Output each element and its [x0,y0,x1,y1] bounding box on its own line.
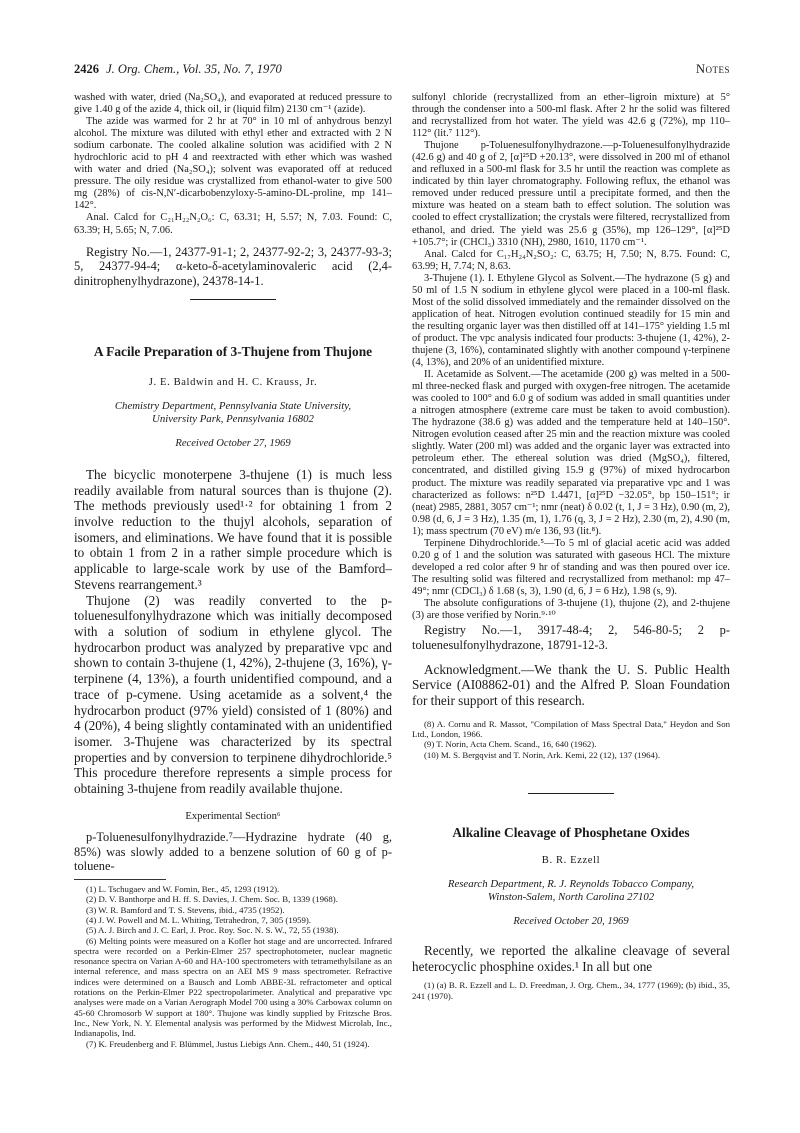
terpinene-paragraph: Terpinene Dihydrochloride.⁵—To 5 ml of glacial acetic acid was added 0.20 g of 1 and the solution was saturated with gaseous HCl. The mixture developed a red color after 9 hr of standing and was then poured over ice. The resulting solid was filtered and recrystallized from methanol: mp 47–49°; nmr (CDCl₃) δ 1.68 (s, 3), 1.90 (d, 6, J = 6 Hz), 1.98 (s, 9). [412,537,730,597]
article-title: A Facile Preparation of 3-Thujene from Thujone [93,343,373,359]
affiliation-line-2: University Park, Pennsylvania 16802 [152,412,314,425]
footnote: (4) J. W. Powell and M. L. Whiting, Tetrahedron, 7, 305 (1959). [86,915,312,925]
analysis-paragraph: Anal. Calcd for C₁₇H₂₄N₂SO₂: C, 63.75; H, 7.50; N, 8.75. Found: C, 63.99; H, 7.74; N, 8.63. [412,248,730,272]
page-number: 2426 [74,62,99,76]
journal-citation: J. Org. Chem., Vol. 35, No. 7, 1970 [106,62,282,76]
intro-paragraph-2: Thujone (2) was readily converted to the p-toluenesulfonylhydrazone which was initially decomposed with a solution of sodium in ethylene glycol. The hydrocarbon product was analyzed by preparative vpc and shown to contain 3-thujene (1, 42%), 2-thujene (3, 16%), γ-terpinene (4, 13%), a fourth unidentified compound, and a trace of p-cymene. Using acetamide as a solvent,⁴ the hydrocarbon product (97% yield) consisted of 1 (80%) and 4 (20%), 4 being slightly contaminated with an unidentified isomer. 3-Thujene was characterized by its spectral properties and by conversion to terpinene dihydrochloride.⁵ This procedure therefore represents a simple process for obtaining 3-thujene from readily available thujone. [74,592,392,797]
received-date: Received October 27, 1969 [175,437,291,449]
section-name: Notes [695,62,730,76]
footnote: (1) L. Tschugaev and W. Fomin, Ber., 45, 1293 (1912). [86,884,280,895]
footnote: (2) D. V. Banthorpe and H. ff. S. Davies, J. Chem. Soc. B, 1339 (1968). [86,894,338,905]
azide-warming-paragraph: The azide was warmed for 2 hr at 70° in 10 ml of anhydrous benzyl alcohol. The mixture was diluted with ethyl ether and extracted with 2 N sodium carbonate. The cooled alkaline solution was acidified with 2 N hydrochloric acid to pH 4 and reextracted with ether which was washed with water and dried (Na₂SO₄); solvent was evaporated off at reduced pressure. The oily residue was crystallized from ethanol-water to give 500 mg (28%) of cis-N,N′-dicarbobenzyloxy-5-amino-DL-proline, mp 141–142°. [74,116,392,212]
footnote: (9) T. Norin, Acta Chem. Scand., 16, 640 (1962). [424,739,597,750]
footnote: (7) K. Freudenberg and F. Blümmel, Justus Liebigs Ann. Chem., 440, 51 (1924). [86,1038,370,1049]
footnotes-right [412,719,730,760]
configuration-paragraph: The absolute configurations of 3-thujene (1), thujone (2), and 2-thujene (3) are those verified by Norin.⁹·¹⁰ [412,597,730,622]
footnote-rule [74,879,166,880]
thujene-acetamide-paragraph: II. Acetamide as Solvent.—The acetamide (200 g) was melted in a 500-ml three-necked flask and purged with oxygen-free nitrogen. The acetamide was cooled to 100° and 6.0 g of sodium was added in small quantities under a nitrogen atmosphere (extreme care must be taken to avoid combustion). The hydrazone (38.6 g) was added and the temperature held at 140–150°. Nitrogen evolution ceased after 25 min and the reaction mixture was cooled slightly. Water (200 ml) was added and the organic layer was extracted into petroleum ether. The ethereal solution was dried (MgSO₄), filtered, concentrated, and distilled giving 15.9 g (97%) of mixed hydrocarbon product. The mixture was readily separated via preparative vpc and 1 was characterized as follows: n²⁵D 1.4471, [α]²⁵D −32.05°, bp 150–151°; ir (neat) 2985, 2881, 3057 cm⁻¹; nmr (neat) δ 0.02 (t, 1, J = 3 Hz), 0.90 (m, 2), 0.98 (d, 6, J = 3 Hz), 1.35 (m, 1), 1.76 (q, 3, J = 2 Hz), 2.30 (m, 2), 4.90 (m, 1); mass spectrum (70 eV) m/e 136, 93 (lit.⁸). [412,369,730,537]
affiliation-line-2: Winston-Salem, North Carolina 27102 [487,890,655,903]
affiliation-line-1: Chemistry Department, Pennsylvania State University, [114,399,352,412]
footnote: (10) M. S. Bergqvist and T. Norin, Ark. Kemi, 22 (12), 137 (1964). [424,749,661,760]
experimental-heading: Experimental Section⁶ [185,810,281,822]
right-column [412,92,730,1001]
hydrazone-paragraph: Thujone p-Toluenesulfonylhydrazone.—p-Toluenesulfonylhydrazide (42.6 g) and 40 g of 2, [α]²⁵D +20.13°, were dissolved in 200 ml of ethanol and refluxed in a 500-ml flask for 3.5 hr until the reaction was complete as indicated by thin layer chromatography. Following reflux, the ethanol was removed under reduced pressure until a precipitate formed, and then the mixture was heated on a steam bath to effect solution. The solution was cooled to effect crystallization; the crystals were filtered, recrystallized from ethanol, and dried. The yield was 25.6 g (35%), mp 126–129°, [α]²⁵D +105.7°; ir (CHCl₃) 3310 (NH), 2980, 1610, 1170 cm⁻¹. [412,140,730,248]
acknowledgment: Acknowledgment.—We thank the U. S. Public Health Service (AI08862-01) and the Alfred P. Sloan Foundation for their support of this research. [412,661,730,709]
left-column [74,92,392,1049]
intro-paragraph: Recently, we reported the alkaline cleavage of several heterocyclic phosphine oxides.¹ In all but one [412,942,730,974]
article-authors: J. E. Baldwin and H. C. Krauss, Jr. [148,376,318,388]
article-divider [190,299,276,300]
article-title: Alkaline Cleavage of Phosphetane Oxides [452,824,690,840]
analysis-paragraph: Anal. Calcd for C₂₁H₂₂N₂O₆: C, 63.31; H, 5.57; N, 7.03. Found: C, 63.39; H, 5.65; N, 7.06. [74,212,392,236]
affiliation-line-1: Research Department, R. J. Reynolds Tobacco Company, [447,877,695,890]
registry-numbers: Registry No.—1, 24377-91-1; 2, 24377-92-2; 3, 24377-93-3; 5, 24377-94-4; α-keto-δ-acetylaminovaleric acid (2,4-dinitrophenylhydrazone), 24378-14-1. [74,244,392,289]
footnote: (1) (a) B. R. Ezzell and L. D. Freedman, J. Org. Chem., 34, 1777 (1969); (b) ibid., 35, 241 (1970). [412,980,730,1001]
article-divider [528,793,614,794]
footnote: (8) A. Cornu and R. Massot, "Compilation of Mass Spectral Data," Heydon and Son Ltd., London, 1966. [412,718,730,740]
registry-numbers: Registry No.—1, 3917-48-4; 2, 546-80-5; 2 p-toluenesulfonylhydrazone, 18791-12-3. [412,623,730,652]
hydrazide-paragraph-cont: sulfonyl chloride (recrystallized from an ether–ligroin mixture) at 5° through the condenser into a 500-ml flask. After 2 hr the solid was filtered and recrystallized from hot water. The yield was 42.6 g (72%), mp 110–112° (lit.⁷ 112°). [412,92,730,140]
footnote: (5) A. J. Birch and J. C. Earl, J. Proc. Roy. Soc. N. S. W., 72, 55 (1938). [86,925,339,936]
experimental-paragraph-1: p-Toluenesulfonylhydrazide.⁷—Hydrazine hydrate (40 g, 85%) was slowly added to a benzene solution of 60 g of p-toluene- [74,829,392,874]
thujene-glycol-paragraph: 3-Thujene (1). I. Ethylene Glycol as Solvent.—The hydrazone (5 g) and 50 ml of 1.5 N sodium in ethylene glycol were placed in a 100-ml flask. Most of the solid dissolved immediately and the remainder dissolved on the application of heat. Nitrogen evolution continued steadily for 15 min and the resulting organic layer was then distilled off at 141–175° yielding 1.5 ml of product. The vpc analysis indicated four products: 3-thujene (1, 42%), 2-thujene (3, 16%), contaminated slightly with another compound γ-terpinene (4, 13%), and 20% of an unidentified mixture. [412,272,730,369]
azide-paragraph: washed with water, dried (Na₂SO₄), and evaporated at reduced pressure to give 1.40 g of the azide 4, thick oil, ir (liquid film) 2130 cm⁻¹ (azide). [74,92,392,116]
footnotes-left [74,884,392,1049]
article-author: B. R. Ezzell [541,854,601,866]
received-date: Received October 20, 1969 [513,915,629,927]
page-header [74,62,730,82]
intro-paragraph-1: The bicyclic monoterpene 3-thujene (1) is much less readily available from natural sources than is thujone (2). The methods previously used¹·² for obtaining 1 from 2 involve reduction to the thujyl alcohols, separation of isomers, and eliminations. We have found that it is possible to obtain 1 from 2 in a rather simple procedure which is applicable to large-scale work by use of the Bamford–Stevens rearrangement.³ [74,466,392,592]
footnote: (3) W. R. Bamford and T. S. Stevens, ibid., 4735 (1952). [86,904,285,915]
footnote: (6) Melting points were measured on a Kofler hot stage and are uncorrected. Infrared spectra were recorded on a Perkin-Elmer 257 spectrophotometer, nuclear magnetic resonance spectra on Varian A-60 and HA-100 spectrometers with tetramethylsilane as an internal reference, and mass spectra on an AEI MS 9 mass spectrometer. Refractive indices were determined on a Bausch and Lomb ABBE-3L refractometer and optical rotations on the Perkin-Elmer P22 spectropolarimeter. Analytical and preparative vpc analyses were made on a Varian Aerograph Model 700 using a 30% Carbowax column on 45-60 Chromosorb W support at 180°. Thujone was kindly supplied by Fritzsche Bros. Inc., New York, N. Y. Elemental analysis was performed by the Midwest Microlab, Inc., Indianapolis, Ind. [74,935,392,1039]
